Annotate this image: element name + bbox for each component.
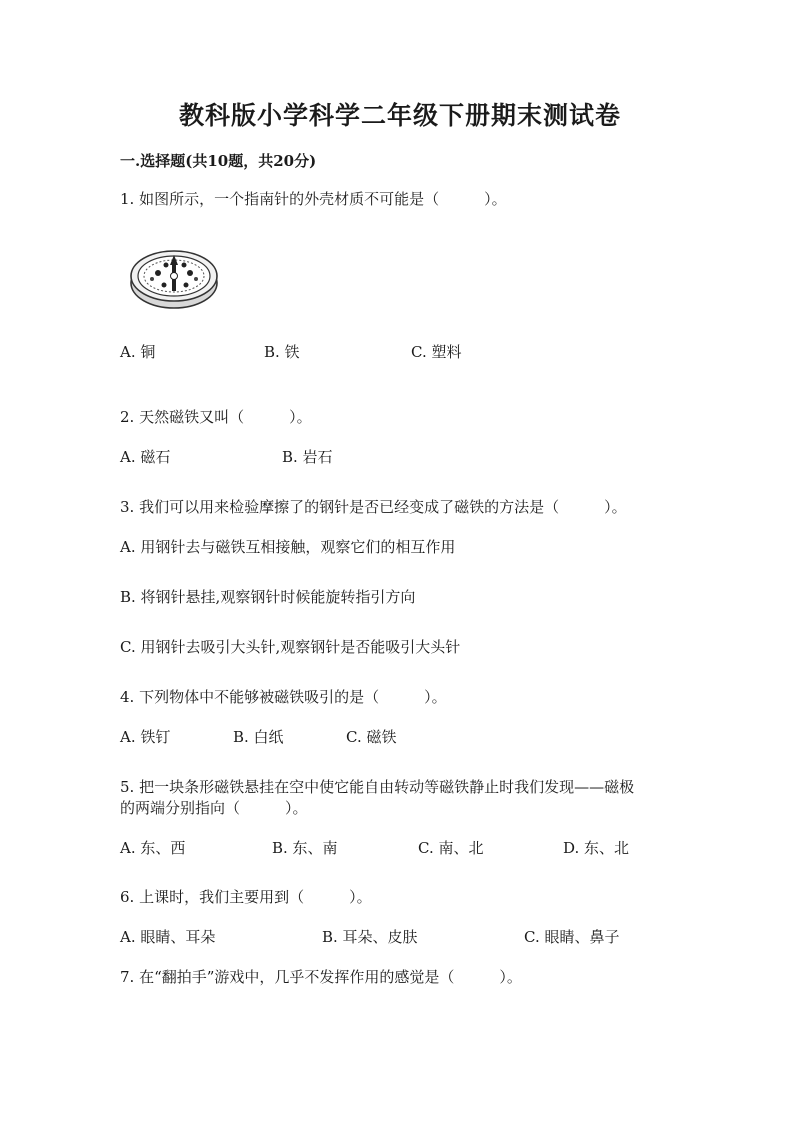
question-4-option-a[interactable]: A. 铁钉 (120, 728, 171, 746)
question-2-option-b[interactable]: B. 岩石 (282, 448, 333, 466)
question-4-option-b[interactable]: B. 白纸 (233, 728, 284, 746)
question-5-option-d[interactable]: D. 东、北 (563, 839, 630, 857)
question-5-option-a[interactable]: A. 东、西 (120, 839, 186, 857)
question-6-stem: 6. 上课时，我们主要用到（ ）。 (120, 888, 372, 906)
question-2-option-a[interactable]: A. 磁石 (120, 448, 171, 466)
question-5-option-b[interactable]: B. 东、南 (272, 839, 338, 857)
question-6-option-b[interactable]: B. 耳朵、皮肤 (322, 928, 418, 946)
question-6-option-c[interactable]: C. 眼睛、鼻子 (524, 928, 620, 946)
question-1-option-c[interactable]: C. 塑料 (411, 343, 462, 361)
question-1-option-b[interactable]: B. 铁 (264, 343, 300, 361)
compass-icon (128, 243, 220, 313)
question-2-stem: 2. 天然磁铁又叫（ ）。 (120, 408, 312, 426)
question-7-stem: 7. 在“翻拍手”游戏中，几乎不发挥作用的感觉是（ ）。 (120, 968, 522, 986)
question-6-option-a[interactable]: A. 眼睛、耳朵 (120, 928, 216, 946)
question-1-stem: 1. 如图所示，一个指南针的外壳材质不可能是（ ）。 (120, 190, 507, 208)
question-3-stem: 3. 我们可以用来检验摩擦了的钢针是否已经变成了磁铁的方法是（ ）。 (120, 498, 627, 516)
question-5-stem-line-2: 的两端分别指向（ ）。 (120, 799, 308, 817)
question-4-option-c[interactable]: C. 磁铁 (346, 728, 397, 746)
question-5-stem-line-1: 5. 把一块条形磁铁悬挂在空中使它能自由转动等磁铁静止时我们发现——磁极 (120, 778, 635, 796)
question-5-option-c[interactable]: C. 南、北 (418, 839, 484, 857)
section-heading: 一.选择题(共10题，共20分) (120, 152, 317, 170)
question-1-option-a[interactable]: A. 铜 (120, 343, 156, 361)
question-3-option-a[interactable]: A. 用钢针去与磁铁互相接触，观察它们的相互作用 (120, 538, 456, 556)
question-3-option-b[interactable]: B. 将钢针悬挂,观察钢针时候能旋转指引方向 (120, 588, 416, 606)
question-3-option-c[interactable]: C. 用钢针去吸引大头针,观察钢针是否能吸引大头针 (120, 638, 461, 656)
question-4-stem: 4. 下列物体中不能够被磁铁吸引的是（ ）。 (120, 688, 447, 706)
page-title: 教科版小学科学二年级下册期末测试卷 (178, 101, 621, 130)
